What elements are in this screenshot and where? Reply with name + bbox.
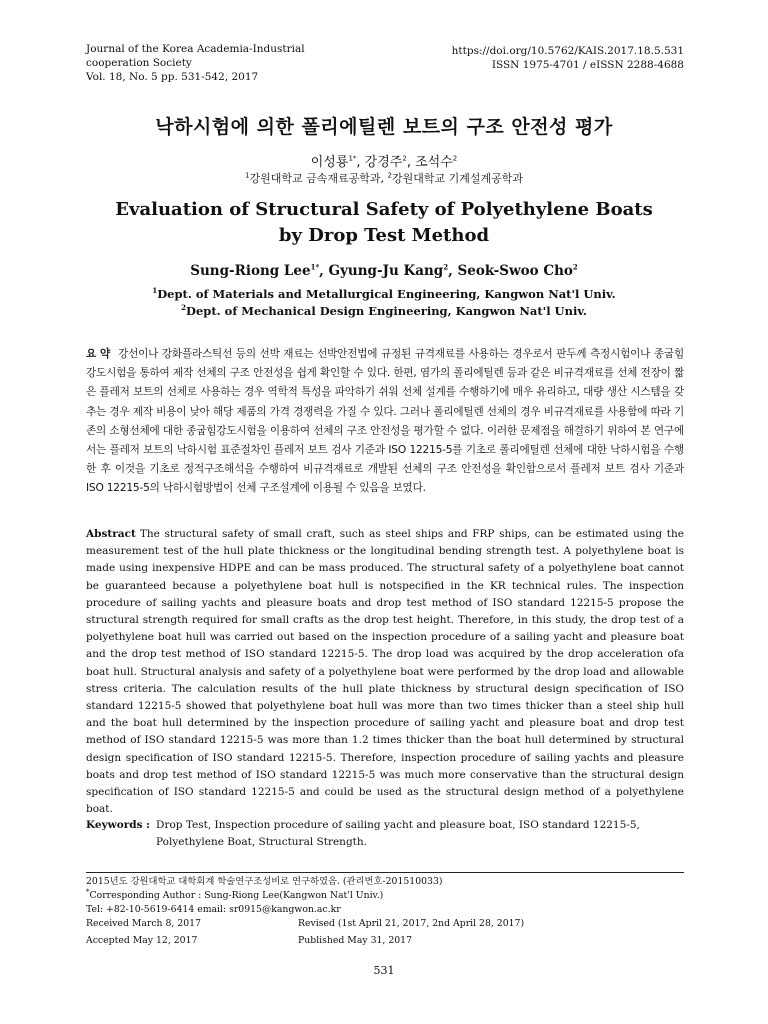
korean-title: 낙하시험에 의한 폴리에틸렌 보트의 구조 안전성 평가 — [155, 116, 613, 138]
received-date: Received March 8, 2017 — [86, 918, 201, 929]
korean-authors: 이성룡$^{1*}$, 강경주$^2$, 조석수$^2$ — [310, 154, 458, 170]
english-title — [0, 197, 768, 249]
contact-info: Tel: +82-10-5619-6414 email: sr0915@kangwon.ac.kr — [86, 904, 341, 915]
english-abstract — [86, 526, 684, 818]
keywords-label: Keywords : — [86, 819, 151, 831]
journal-name-line2: cooperation Society — [86, 57, 192, 69]
english-title-line2: by Drop Test Method — [278, 225, 490, 246]
journal-info — [86, 42, 305, 84]
english-abstract-text: The structural safety of small craft, such as steel ships and FRP ships, can be estimated using the measurement test of the hull plate thickness or the longitudinal bending strength test. A polyethylene boat is made using inexpensive HDPE and can be mass produced. The structural safety of a polyethylene boat cannot be guaranteed because a polyethylene boat hull is notspecified in the KR technical rules. The inspection procedure of sailing yachts and pleasure boats and drop test method of ISO standard 12215-5 propose the structural strength required for small crafts as the drop test height. Therefore, in this study, the drop test of a polyethylene boat hull was carried out based on the inspection procedure of a sailing yacht and pleasure boat and the drop test method of ISO standard 12215-5. The drop load was acquired by the drop acceleration ofa boat hull. Structural analysis and safety of a polyethylene boat were performed by the drop load and allowable stress criteria. The calculation results of the hull plate thickness by structural design specification of ISO standard 12215-5 showed that polyethylene boat hull was more than two times thicker than a steel ship hull and the boat hull determined by the inspection procedure of sailing yacht and pleasure boat and drop test method of ISO standard 12215-5 was more than 1.2 times thicker than the boat hull determined by structural design specification of ISO standard 12215-5. Therefore, inspection procedure of sailing yachts and pleasure boats and drop test method of ISO standard 12215-5 was much more conservative than the structural design specification of ISO standard 12215-5 and could be used as the structural design method of a polyethylene boat. — [86, 528, 684, 816]
journal-volume: Vol. 18, No. 5 pp. 531-542, 2017 — [86, 71, 259, 83]
keywords-text: Drop Test, Inspection procedure of sailing yacht and pleasure boat, ISO standard 12215-5, Polyethylene Boat, Structural Strength. — [156, 819, 640, 848]
english-affiliation-1: $^1$Dept. of Materials and Metallurgical Engineering, Kangwon Nat'l Univ. — [152, 286, 616, 301]
published-date: Published May 31, 2017 — [298, 935, 412, 946]
journal-name-line1: Journal of the Korea Academia-Industrial — [86, 43, 305, 55]
corresponding-author: *Corresponding Author : Sung-Riong Lee(Kangwon Nat'l Univ.) — [86, 887, 384, 901]
revised-date: Revised (1st April 21, 2017, 2nd April 28, 2017) — [298, 918, 525, 929]
doi-link[interactable]: https://doi.org/10.5762/KAIS.2017.18.5.531 — [451, 45, 684, 57]
english-authors: Sung-Riong Lee$^{1*}$, Gyung-Ju Kang$^2$, Seok-Swoo Cho$^2$ — [190, 262, 578, 279]
korean-affiliations: $^1$강원대학교 금속재료공학과, $^2$강원대학교 기계설계공학과 — [245, 171, 523, 185]
korean-abstract-label: 요 약 — [86, 348, 111, 360]
korean-abstract-text: 강선이나 강화플라스틱선 등의 선박 재료는 선박안전법에 규정된 규격재료를 사용하는 경우로서 판두께 측정시험이나 종굽힘강도시험을 통하여 제작 선체의 구조 안전성을 쉽게 확인할 수 있다. 한편, 염가의 폴리에틸렌 등과 같은 비규격재료를 선체 전장이 짧은 플레저 보트의 선체로 사용하는 경우 역학적 특성을 파악하기 쉬워 선체 설계를 수행하기에 매우 유리하고, 대량 생산 시스템을 갖추는 경우 제작 비용이 낮아 해당 제품의 가격 경쟁력을 가질 수 있다. 그러나 폴리에틸렌 선체의 경우 비규격재료를 사용함에 따라 기존의 소형선체에 대한 종굽힘강도시험을 이용하여 선체의 구조 안전성을 평가할 수 없다. 이러한 문제점을 해결하기 위하여 본 연구에서는 플레저 보트의 낙하시험 표준절차인 플레저 보트 검사 기준과 ISO 12215-5를 기초로 폴리에틸렌 선체에 대한 낙하시험을 수행한 후 이것을 기초로 정적구조해석을 수행하여 비규격재료로 개발된 선체의 구조 안전성을 확인함으로서 플레저 보트 검사 기준과 ISO 12215-5의 낙하시험방법이 선체 구조설계에 이용될 수 있음을 보였다. — [86, 348, 684, 495]
footnote-divider — [86, 872, 684, 873]
korean-abstract — [86, 345, 684, 499]
page-number: 531 — [373, 964, 395, 977]
english-affiliation-2: $^2$Dept. of Mechanical Design Engineering, Kangwon Nat'l Univ. — [181, 303, 587, 318]
funding-note: 2015년도 강원대학교 대학회계 학술연구조성비로 연구하였음. (관리번호-201510033) — [86, 876, 443, 887]
english-abstract-label: Abstract — [86, 528, 136, 540]
accepted-date: Accepted May 12, 2017 — [86, 935, 198, 946]
issn: ISSN 1975-4701 / eISSN 2288-4688 — [491, 59, 684, 71]
doi-info — [452, 44, 684, 72]
keywords — [86, 817, 684, 851]
english-title-line1: Evaluation of Structural Safety of Polyethylene Boats — [115, 199, 653, 220]
